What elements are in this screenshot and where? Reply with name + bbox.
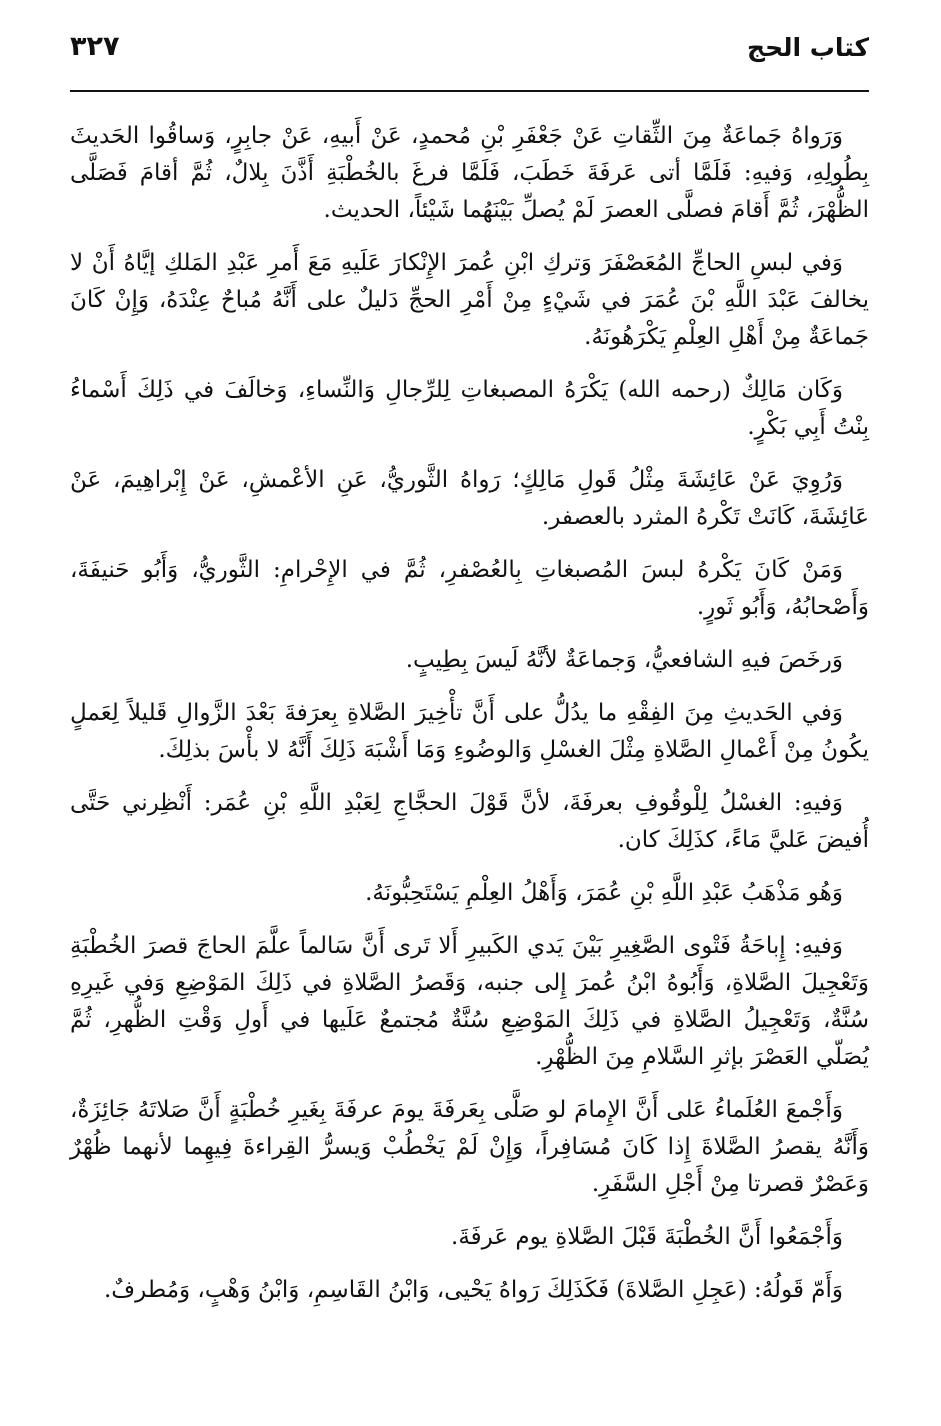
paragraph: وَأَجْمعَ العُلَماءُ عَلى أَنَّ الإِمامَ لو صَلَّى بِعَرفَةَ يومَ عرفَةَ بِغَيرِ خُطْبَةٍ أَنَّ صَلاتَهُ جَائِزَةٌ، وَأَنَّهُ يقصرُ الصَّلاةَ إِذا كَانَ مُسَافِراً، وَإِنْ لَمْ يَخْطُبْ وَيسرُّ القِراءةَ فِيهِما لأنهما ظُهْرٌ وَعَصْرٌ قصرتا مِنْ أَجْلِ السَّفَرِ. [70, 1097, 869, 1197]
page-body [70, 118, 869, 1309]
paragraph: وَرخَصَ فيهِ الشافعيُّ، وَجماعَةٌ لأنَّهُ لَيسَ بِطِيبٍ. [405, 647, 843, 673]
paragraph: وَفي لبسِ الحاجِّ المُعَصْفَرَ وَتركِ ابْنِ عُمرَ الإِنْكارَ عَلَيهِ مَعَ أَمرِ عَبْدِ المَلكِ إيَّاهُ أَنْ لا يخالفَ عَبْدَ اللَّهِ بْنَ عُمَرَ في شَيْءٍ مِنْ أَمْرِ الحجِّ دَليلٌ على أَنَّهُ مُباحٌ عِنْدَهُ، وَإِنْ كَانَ جَماعَةٌ مِنْ أَهْلِ العِلْمِ يَكْرَهُونَهُ. [70, 250, 869, 350]
paragraph: وَكَان مَالِكٌ (رحمه الله) يَكْرَهُ المصبغاتِ لِلرِّجالِ وَالنِّساءِ، وَخالَفَ في ذَلِكَ أَسْماءُ بِنْتُ أَبِي بَكْرٍ. [70, 377, 869, 440]
page-number: ٣٢٧ [70, 33, 127, 60]
book-title: كتاب الحج [739, 35, 869, 60]
paragraph: وَرَواهُ جَماعَةٌ مِنَ الثِّقاتِ عَنْ جَعْفَرِ بْنِ مُحمدٍ، عَنْ أَبيهِ، عَنْ جابِرٍ، وَساقُوا الحَديثَ بِطُولِهِ، وَفيهِ: فَلَمَّا أتى عَرفَةَ خَطَبَ، فَلَمَّا فرغَ بالخُطْبَةِ أَذَّنَ بِلالٌ، ثُمَّ أقامَ فَصَلَّى الظُّهْرَ، ثُمَّ أَقامَ فصلَّى العصرَ لَمْ يُصلِّ بَيْنَهُما شَيْئاً، الحديث. [70, 123, 869, 223]
paragraph: وَأَمّ قَولُهُ: (عَجِلِ الصَّلاةَ) فَكَذَلِكَ رَواهُ يَحْيى، وَابْنُ القَاسِمِ، وَابْنُ وَهْبٍ، وَمُطرفٌ. [103, 1277, 843, 1303]
book-page [0, 28, 941, 1426]
paragraph: وَهُو مَذْهَبُ عَبْدِ اللَّهِ بْنِ عُمَرَ، وَأَهْلُ العِلْمِ يَسْتَحِبُّونَهُ. [365, 880, 843, 906]
paragraph: وَرُوِيَ عَنْ عَائِشَةَ مِثْلُ قَولِ مَالِكٍ؛ رَواهُ الثَّوريُّ، عَنِ الأعْمشِ، عَنْ إِبْراهِيمَ، عَنْ عَائِشَةَ، كَانَتْ تَكْرهُ المثرد بالعصفر. [70, 467, 869, 530]
paragraph: وَفيهِ: إِباحَةُ فَتْوى الصَّغِيرِ بَيْنَ يَدي الكَبيرِ أَلا تَرى أَنَّ سَالماً علَّمَ الحاجَ قصرَ الخُطْبَةِ وَتَعْجِيلَ الصَّلاةِ، وَأَبُوهُ ابْنُ عُمرَ إِلى جنبه، وَقَصرُ الصَّلاةِ في ذَلِكَ المَوْضِعِ وَفي غَيرِهِ سُنَّةٌ، وَتَعْجِيلُ الصَّلاةِ في ذَلِكَ المَوْضِعِ سُنَّةٌ مُجتمعٌ عَلَيها في أَولِ وَقْتِ الظُّهرِ، ثُمَّ يُصَلّي العَصْرَ بإثرِ السَّلامِ مِنَ الظُّهْرِ. [70, 933, 869, 1070]
paragraph: وَفي الحَديثِ مِنَ الفِقْهِ ما يدُلُّ على أَنَّ تأْخِيرَ الصَّلاةِ بِعرَفةَ بَعْدَ الزَّوالِ قَليلاً لِعَملٍ يكُونُ مِنْ أَعْمالِ الصَّلاةِ مِثْلَ الغسْلِ وَالوضُوءِ وَمَا أَشْبَهَ ذَلِكَ أَنَّهُ لا بأْسَ بذلِكَ. [70, 700, 869, 763]
paragraph: وَأَجْمَعُوا أَنَّ الخُطْبَةَ قَبْلَ الصَّلاةِ يوم عَرفَةَ. [451, 1224, 843, 1250]
running-header [70, 28, 869, 92]
paragraph: وَمَنْ كَانَ يَكْرهُ لبسَ المُصبغاتِ بِالعُصْفرِ، ثُمَّ في الإِحْرامِ: الثَّوريُّ، وَأَبُو حَنيفَةَ، وَأَصْحابُهُ، وَأَبُو ثَورٍ. [70, 557, 869, 620]
paragraph: وَفيهِ: الغسْلُ لِلْوقُوفِ بعرفَةَ، لأنَّ قَوْلَ الحجَّاجِ لِعَبْدِ اللَّهِ بْنِ عُمَر: أَنْظِرني حَتَّى أُفيضَ عَليَّ مَاءً، كذَلِكَ كان. [70, 790, 869, 853]
